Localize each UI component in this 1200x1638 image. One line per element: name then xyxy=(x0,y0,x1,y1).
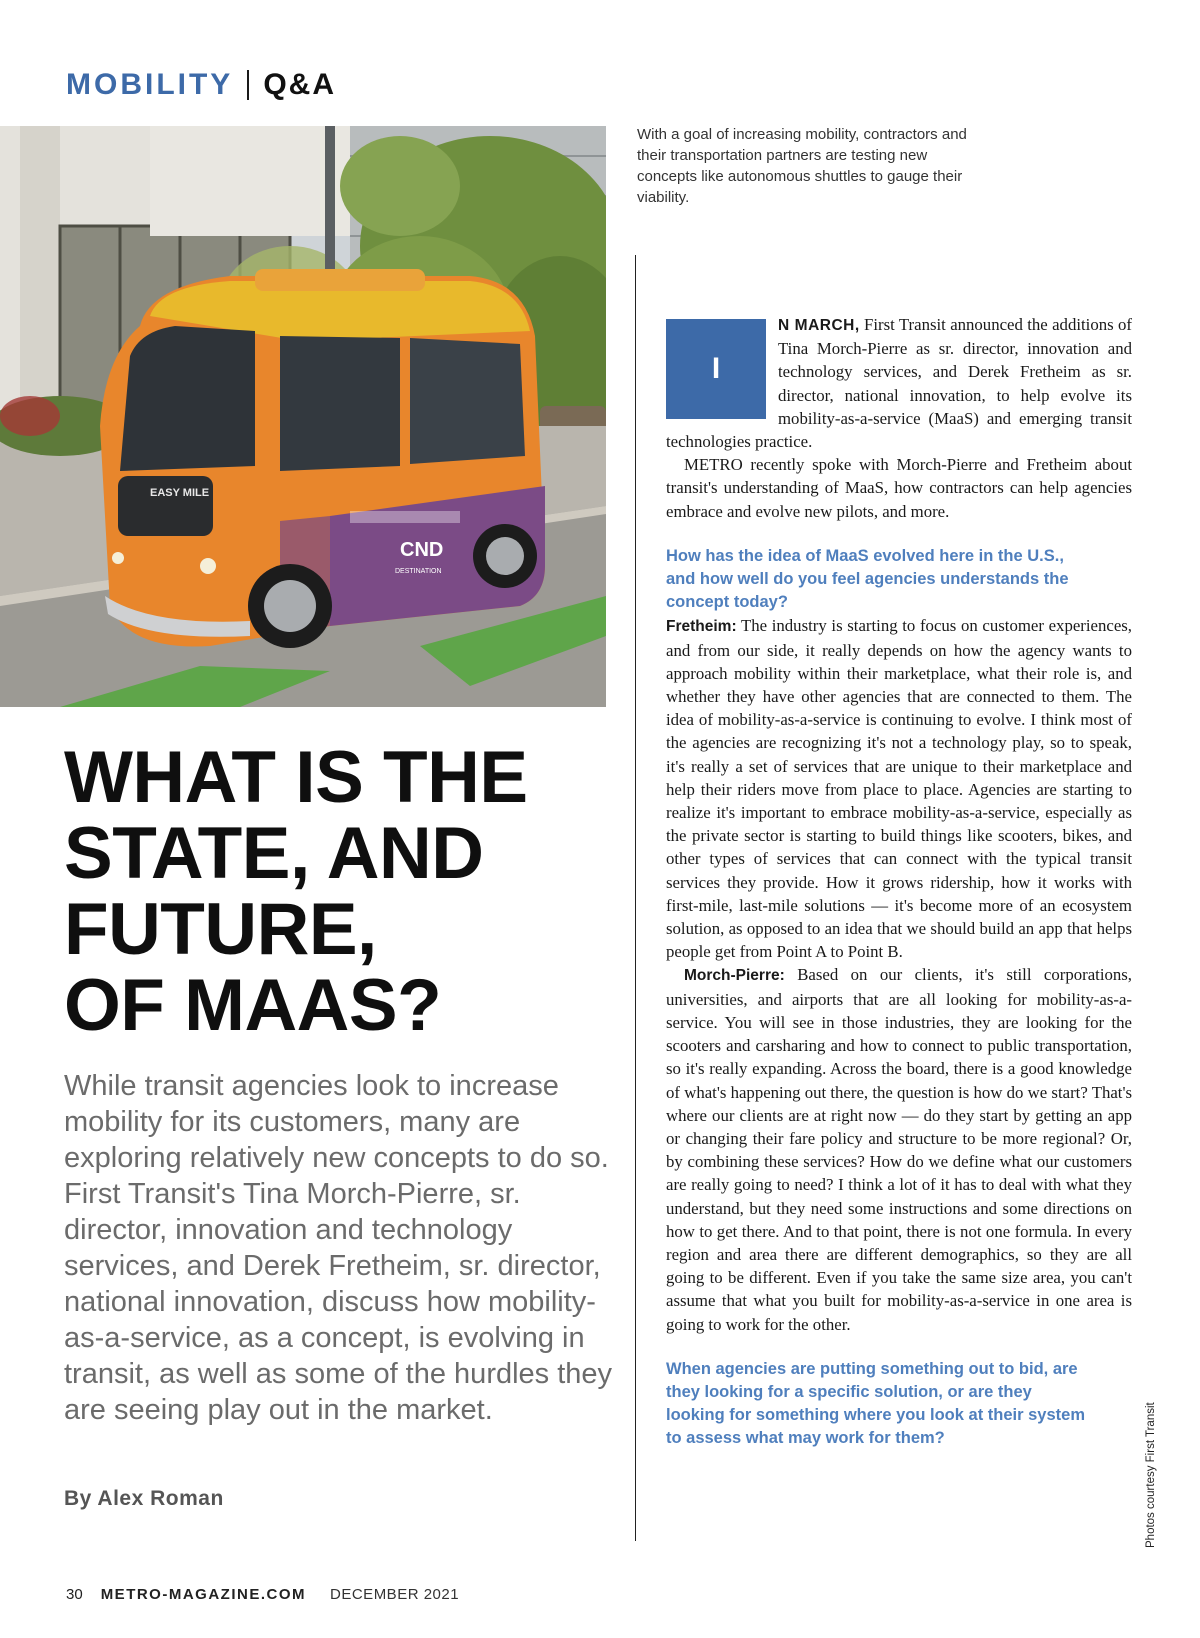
page-number: 30 xyxy=(66,1586,83,1603)
page-footer xyxy=(66,1586,459,1603)
column-divider xyxy=(635,255,636,1541)
photo-credit: Photos courtesy First Transit xyxy=(1145,1402,1157,1548)
speaker-name: Fretheim: xyxy=(666,618,737,636)
article-body xyxy=(666,313,1132,1451)
headline-line: STATE, AND xyxy=(64,813,484,894)
shuttle-brand-text: EASY MILE xyxy=(150,487,210,499)
intro-text: First Transit announced the additions of Tina Morch-Pierre as sr. director, innovation and technology services, and Derek Fretheim as sr. director, national innovation, to help evolve its mobility-as-a-service (MaaS) and emerging transit technologies practice. xyxy=(666,315,1132,452)
shuttle-photo xyxy=(0,126,606,707)
speaker-name: Morch-Pierre: xyxy=(684,967,785,985)
article-deck: While transit agencies look to increase mobility for its customers, many are exploring relatively new concepts to do so. First Transit's Tina Morch-Pierre, sr. director, innovation and technology services, and Derek Fretheim, sr. director, national innovation, discuss how mobility-as-a-service, as a concept, is evolving in transit, as well as some of the hurdles they are seeing play out in the market. xyxy=(64,1070,613,1426)
header-divider xyxy=(247,70,249,100)
answer-paragraph xyxy=(666,963,1132,1335)
photo-caption: With a goal of increasing mobility, contractors and their transportation partners are testing new concepts like autonomous shuttles to gauge their viability. xyxy=(637,126,967,206)
issue-date: DECEMBER 2021 xyxy=(330,1586,460,1603)
answer-text: Based on our clients, it's still corporations, universities, and airports that are all looking for mobility-as-a-service. You will see in those industries, they are looking for the scooters and carsharing and how to connect to public transportation, so it's really expanding. Across the board, there is a good knowledge of what's happening out there, the question is how do we start? That's where our clients are at right now — do they start by getting an app or changing their fare policy and structure to be more regional? Or, by combining these services? How do we define what our customers are really going to need? I think a lot of it has to deal with what they understand, but they need some instructions and some directions on how to get there. And to that point, there is not one formula. In every region and area there are different demographics, so they are all going to be different. Even if you take the same size area, you can't assume that what you built for mobility-as-a-service in one area is going to work for the other. xyxy=(666,965,1132,1334)
question-1: How has the idea of MaaS evolved here in the U.S., and how well do you feel agencies understands the concept today? xyxy=(666,546,1069,612)
headline-line: FUTURE, xyxy=(64,889,377,970)
article-headline xyxy=(64,737,604,1046)
section-label: MOBILITY xyxy=(66,68,234,101)
headline-line: OF MAAS? xyxy=(64,965,442,1046)
shuttle-livery-logo: CND xyxy=(400,539,444,561)
site-url[interactable]: METRO-MAGAZINE.COM xyxy=(100,1586,307,1603)
lead-in: N MARCH, xyxy=(778,317,860,334)
byline: By Alex Roman xyxy=(64,1487,224,1510)
drop-cap: I xyxy=(666,319,766,419)
section-header xyxy=(66,68,336,102)
answer-text: The industry is starting to focus on customer experiences, and from our side, it really depends on how the agency wants to approach mobility within their marketplace, what their role is, and whether they have other agencies that are connected to them. The idea of mobility-as-a-service is continuing to evolve. I think most of the agencies are recognizing it's not a technology play, so to speak, it's really a set of services that are unique to their marketplace and help their riders move from place to place. Agencies are starting to realize it's important to embrace mobility-as-a-service, especially as the private sector is starting to build things like scooters, bikes, and other types of services that can connect with the typical transit services they provide. How it grows ridership, how it works with first-mile, last-mile solutions — it's become more of an ecosystem solution, as opposed to an idea that we should build an app that helps people get from Point A to Point B. xyxy=(666,616,1132,962)
answer-paragraph xyxy=(666,614,1132,963)
article-type-label: Q&A xyxy=(263,68,336,101)
headline-line: WHAT IS THE xyxy=(64,737,528,818)
shuttle-livery-sub: DESTINATION xyxy=(395,568,442,575)
intro-paragraph xyxy=(666,313,1132,453)
question-2: When agencies are putting something out to bid, are they looking for a specific solution, or are they looking for something where you look at their system to assess what may work for them? xyxy=(666,1359,1085,1448)
paragraph: METRO recently spoke with Morch-Pierre and Fretheim about transit's understanding of MaaS, how contractors can help agencies embrace and evolve new pilots, and more. xyxy=(666,455,1132,521)
